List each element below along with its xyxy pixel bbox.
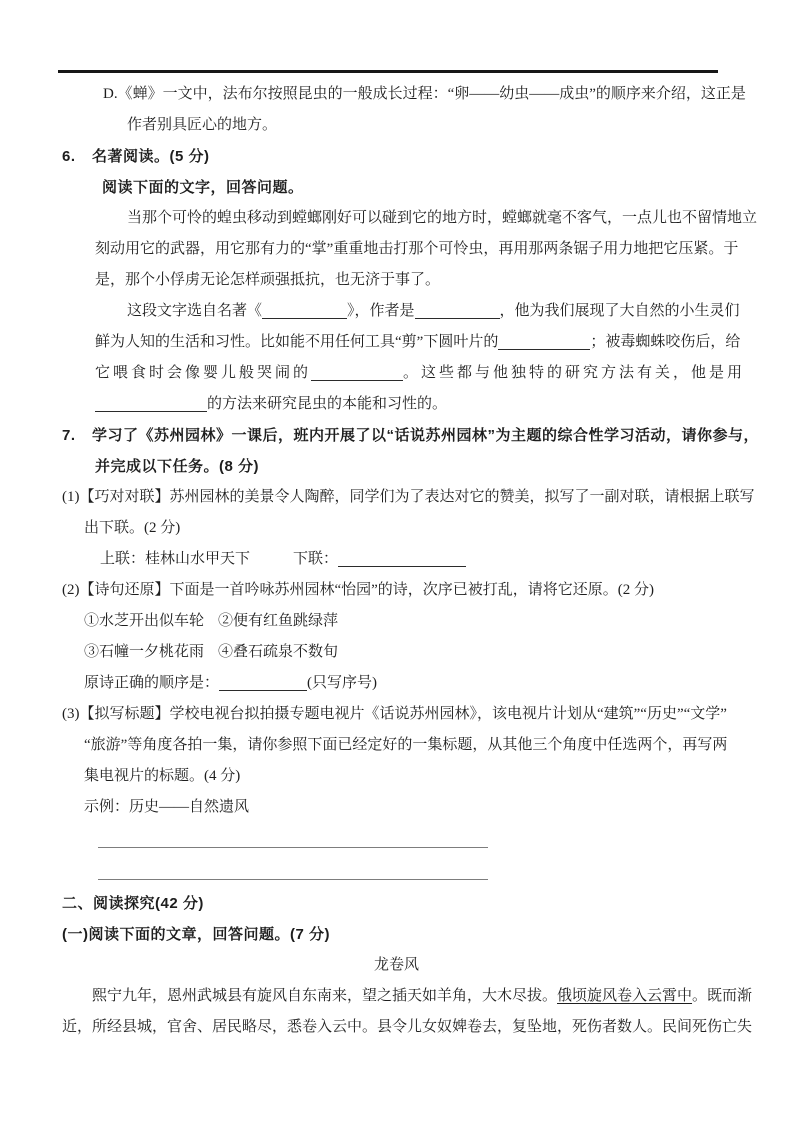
- q7-part1-line2: 出下联。(2 分): [84, 520, 181, 536]
- section2-heading: 二、阅读探究(42 分): [62, 895, 204, 912]
- q6-fill-l3b: 。这些都与他独特的研究方法有关，他是用: [403, 365, 746, 381]
- q6-fill-l1c: ，他为我们展现了大自然的小生灵们: [499, 303, 740, 319]
- option-d-line1: D.《蝉》一文中，法布尔按照昆虫的一般成长过程：“卵——幼虫——成虫”的顺序来介绍，这正是: [103, 86, 746, 102]
- q7-part1-line1: (1)【巧对对联】苏州园林的美景令人陶醉，同学们为了表达对它的赞美，拟写了一副对联，请根据上联写: [62, 489, 755, 505]
- couplet-upper: 上联：桂林山水甲天下: [100, 551, 251, 567]
- section2-subheading: (一)阅读下面的文章，回答问题。(7 分): [62, 926, 330, 943]
- q6-fill-l3a: 它喂食时会像婴儿般哭闹的: [95, 365, 312, 381]
- question7-stem-line1: 学习了《苏州园林》一课后，班内开展了以“话说苏州园林”为主题的综合性学习活动，请你参与，: [92, 427, 760, 444]
- q7-part3-line1: (3)【拟写标题】学校电视台拟拍摄专题电视片《话说苏州园林》，该电视片计划从“建筑”“历史”“文学”: [62, 706, 727, 722]
- question7-stem-line2: 并完成以下任务。(8 分): [95, 458, 260, 475]
- q6-passage-line3: 是，那个小俘虏无论怎样顽强抵抗，也无济于事了。: [95, 272, 441, 288]
- header-divider-rule: [58, 70, 718, 73]
- question6-number: 6.: [62, 148, 76, 165]
- q7-part2-line1: (2)【诗句还原】下面是一首吟咏苏州园林“怡园”的诗，次序已被打乱，请将它还原。(2 分): [62, 582, 655, 598]
- q6-blank-method: [95, 392, 207, 412]
- article-line1-pre: 熙宁九年，恩州武城县有旋风自东南来，望之插天如羊角，大木尽拔。: [92, 988, 558, 1004]
- q6-fill-line1: [95, 296, 777, 327]
- option-d-line2: 作者别具匠心的地方。: [127, 117, 278, 133]
- question7-heading: [62, 420, 777, 451]
- article-title: 龙卷风: [373, 957, 419, 973]
- q7-part1-couplet: [100, 544, 777, 575]
- q6-blank-author: [415, 299, 500, 319]
- q7-part3-line2: “旅游”等角度各拍一集，请你参照下面已经定好的一集标题，从其他三个角度中任选两个，再写两: [84, 737, 728, 753]
- q7-part3-line3: 集电视片的标题。(4 分): [84, 768, 241, 784]
- order-answer-blank: [219, 671, 307, 691]
- q6-blank-insect1: [498, 330, 590, 350]
- question6-instruction: 阅读下面的文字，回答问题。: [102, 179, 304, 196]
- q6-fill-l2a: 鲜为人知的生活和习性。比如能不用任何工具“剪”下圆叶片的: [95, 334, 499, 350]
- q6-fill-line2: [95, 327, 777, 358]
- verse-2: ②便有红鱼跳绿萍: [218, 613, 339, 629]
- q6-passage-line1: 当那个可怜的蝗虫移动到螳螂刚好可以碰到它的地方时，螳螂就毫不客气，一点儿也不留情地立: [127, 210, 758, 226]
- q6-fill-l1b: 》，作者是: [347, 303, 415, 319]
- q7-part3-example: 示例：历史——自然遗风: [84, 799, 250, 815]
- q7-part2-answer: [84, 668, 777, 699]
- answer-line-2: [98, 855, 488, 880]
- q6-fill-line3: [95, 358, 777, 389]
- q6-passage-line2: 刻动用它的武器，用它那有力的“掌”重重地击打那个可怜虫，再用那两条锯子用力地把它压紧。于: [95, 241, 739, 257]
- q6-fill-line4: [95, 389, 777, 420]
- question6-heading: [62, 141, 777, 172]
- order-answer-label: 原诗正确的顺序是：: [84, 675, 220, 691]
- q6-fill-l4a: 的方法来研究昆虫的本能和习性的。: [207, 396, 448, 412]
- q7-part2-verse-line2: [84, 637, 777, 668]
- order-answer-note: (只写序号): [307, 675, 378, 691]
- article-line1: [62, 981, 777, 1012]
- q6-fill-l1a: 这段文字选自名著《: [127, 303, 263, 319]
- q6-blank-insect2: [311, 361, 403, 381]
- article-underlined-phrase: 俄顷旋风卷入云霄中: [557, 988, 693, 1004]
- verse-3: ③石幢一夕桃花雨: [84, 644, 205, 660]
- article-line1-post: 。既而渐: [692, 988, 753, 1004]
- q6-fill-l2b: ；被毒蜘蛛咬伤后，给: [590, 334, 741, 350]
- couplet-lower-blank: [338, 547, 466, 567]
- q7-part2-verse-line1: [84, 606, 777, 637]
- article-line2: 近，所经县城，官舍、居民略尽，悉卷入云中。县令儿女奴婢卷去，复坠地，死伤者数人。民间死伤亡失: [62, 1019, 753, 1035]
- answer-line-1: [98, 823, 488, 848]
- q6-blank-book-title: [262, 299, 347, 319]
- verse-1: ①水芝开出似车轮: [84, 613, 205, 629]
- question6-title: 名著阅读。(5 分): [92, 148, 210, 165]
- couplet-lower-label: 下联：: [293, 551, 339, 567]
- verse-4: ④叠石疏泉不数旬: [218, 644, 339, 660]
- question7-number: 7.: [62, 427, 76, 444]
